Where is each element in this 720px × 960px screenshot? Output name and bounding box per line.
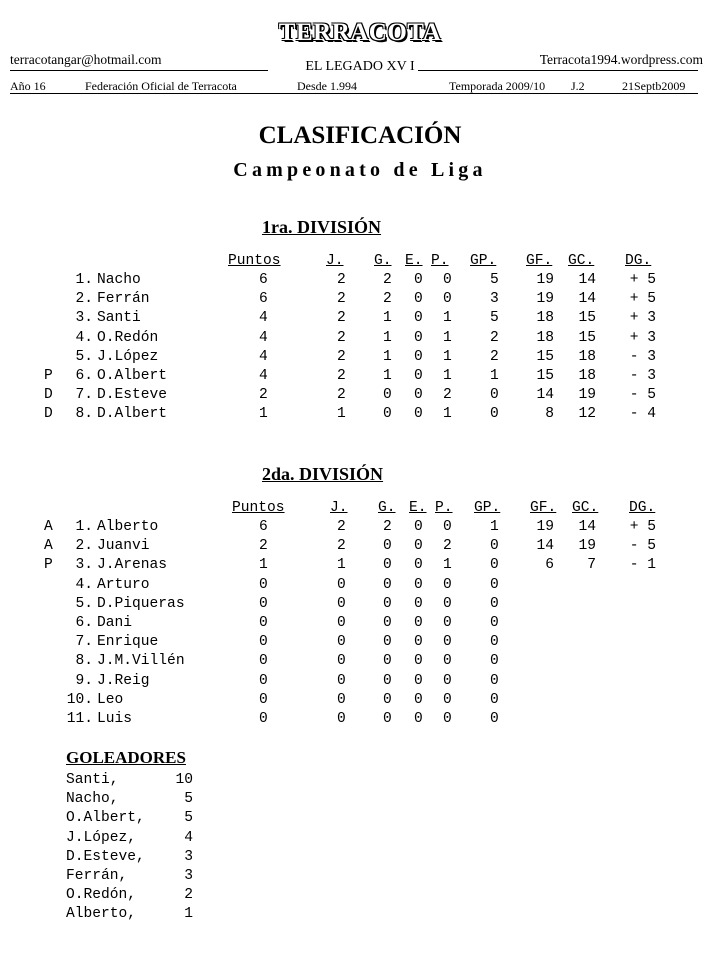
scorer-goals: 5: [184, 791, 193, 808]
position: 4.: [75, 329, 93, 346]
goal-difference: - 3: [629, 368, 656, 384]
scorer-name: D.Esteve,: [66, 848, 145, 865]
played: 1: [337, 557, 346, 574]
lost: 1: [443, 368, 452, 384]
division-1-row: [0, 368, 720, 387]
col-gp-header: GP.: [474, 500, 501, 516]
position: 5.: [75, 595, 93, 612]
scorer-row: [0, 830, 260, 849]
drawn: 0: [414, 672, 423, 689]
won: 0: [383, 615, 392, 631]
col-e-header: E.: [409, 500, 427, 516]
points: 6: [259, 272, 268, 288]
qualification-mark: D: [44, 406, 53, 423]
scorer-goals: 2: [184, 887, 193, 904]
played: 0: [337, 672, 346, 689]
scorer-name: J.López,: [66, 829, 137, 846]
won: 0: [383, 595, 392, 612]
lost: 0: [443, 272, 452, 288]
goals-for: 14: [536, 538, 554, 555]
position: 5.: [75, 348, 93, 365]
scorer-goals: 10: [175, 772, 193, 788]
drawn: 0: [414, 653, 423, 670]
position: 4.: [75, 576, 93, 593]
scorer-goals: 3: [184, 868, 193, 884]
scorer-row: [0, 810, 260, 829]
player-name: Luis: [97, 711, 133, 727]
points: 2: [259, 387, 268, 404]
division-2-row: [0, 538, 720, 557]
scorer-name: Alberto,: [66, 906, 137, 923]
points: 4: [259, 368, 268, 384]
division-1-row: [0, 349, 720, 368]
won: 0: [383, 711, 392, 727]
points: 4: [259, 310, 268, 327]
played: 2: [337, 519, 346, 535]
gp: 0: [490, 538, 499, 555]
goals-against: 14: [578, 272, 596, 288]
gp: 5: [490, 310, 499, 327]
goal-difference: - 3: [629, 348, 656, 365]
goals-for: 19: [536, 291, 554, 308]
scorer-row: [0, 906, 260, 925]
col-j-header: J.: [330, 500, 348, 516]
played: 0: [337, 595, 346, 612]
drawn: 0: [414, 634, 423, 651]
goals-against: 7: [587, 557, 596, 574]
won: 2: [383, 519, 392, 535]
gp: 2: [490, 329, 499, 346]
lost: 2: [443, 538, 452, 555]
goals-against: 18: [578, 348, 596, 365]
player-name: Dani: [97, 615, 133, 631]
drawn: 0: [414, 348, 423, 365]
tagline-text: EL LEGADO XV I: [302, 59, 417, 74]
goals-against: 15: [578, 310, 596, 327]
played: 2: [337, 329, 346, 346]
lost: 0: [443, 291, 452, 308]
played: 0: [337, 576, 346, 593]
col-dg-header: DG.: [629, 500, 656, 516]
scorer-row: [0, 772, 260, 791]
goal-difference: - 4: [629, 406, 656, 423]
goals-against: 19: [578, 538, 596, 555]
division-1-row: [0, 406, 720, 425]
col-puntos-header: Puntos: [232, 500, 285, 516]
goals-for: 18: [536, 310, 554, 327]
col-e-header: E.: [405, 253, 423, 269]
player-name: D.Albert: [97, 406, 168, 423]
played: 2: [337, 291, 346, 308]
player-name: Arturo: [97, 576, 150, 593]
goals-for: 19: [536, 519, 554, 535]
position: 10.: [66, 691, 93, 708]
drawn: 0: [414, 711, 423, 727]
division-1-title: 1ra. DIVISIÓN: [262, 217, 382, 237]
played: 1: [337, 406, 346, 423]
player-name: Ferrán: [97, 291, 150, 308]
position: 6.: [75, 368, 93, 384]
player-name: J.Reig: [97, 672, 150, 689]
played: 2: [337, 368, 346, 384]
won: 0: [383, 691, 392, 708]
player-name: Alberto: [97, 519, 159, 535]
scorer-goals: 3: [184, 848, 193, 865]
info-date: 21Septb2009: [622, 79, 686, 93]
player-name: O.Albert: [97, 368, 168, 384]
won: 1: [383, 310, 392, 327]
points: 0: [259, 691, 268, 708]
col-gf-header: GF.: [530, 500, 557, 516]
scorer-goals: 1: [184, 906, 193, 923]
player-name: J.Arenas: [97, 557, 168, 574]
player-name: D.Piqueras: [97, 595, 185, 612]
gp: 0: [490, 557, 499, 574]
goals-against: 14: [578, 519, 596, 535]
position: 2.: [75, 538, 93, 555]
points: 1: [259, 557, 268, 574]
info-round: J.2: [571, 79, 585, 93]
played: 0: [337, 711, 346, 727]
position: 7.: [75, 387, 93, 404]
won: 0: [383, 387, 392, 404]
played: 2: [337, 387, 346, 404]
goals-for: 15: [536, 348, 554, 365]
scorers-title: GOLEADORES: [66, 748, 186, 767]
division-2-row: [0, 577, 720, 596]
goal-difference: + 5: [629, 272, 656, 288]
goal-difference: - 1: [629, 557, 656, 574]
lost: 0: [443, 615, 452, 631]
drawn: 0: [414, 310, 423, 327]
gp: 0: [490, 634, 499, 651]
col-p-header: P.: [435, 500, 453, 516]
scorer-name: Ferrán,: [66, 868, 128, 884]
division-1-row: [0, 272, 720, 291]
lost: 0: [443, 711, 452, 727]
scorer-row: [0, 887, 260, 906]
position: 11.: [66, 711, 93, 727]
won: 1: [383, 368, 392, 384]
position: 8.: [75, 406, 93, 423]
drawn: 0: [414, 557, 423, 574]
col-gp-header: GP.: [470, 253, 497, 269]
scorer-name: Santi,: [66, 772, 119, 788]
points: 0: [259, 615, 268, 631]
goals-for: 19: [536, 272, 554, 288]
lost: 0: [443, 595, 452, 612]
tagline: [0, 59, 720, 75]
player-name: J.López: [97, 348, 159, 365]
division-2-row: [0, 673, 720, 692]
points: 1: [259, 406, 268, 423]
division-1-row: [0, 387, 720, 406]
drawn: 0: [414, 595, 423, 612]
division-1-header-row: [0, 253, 720, 272]
division-2-title: 2da. DIVISIÓN: [262, 464, 384, 484]
info-federation: Federación Oficial de Terracota: [85, 79, 237, 93]
division-2-row: [0, 711, 720, 730]
gp: 0: [490, 653, 499, 670]
goals-against: 12: [578, 406, 596, 423]
won: 0: [383, 538, 392, 555]
page-subtitle: Campeonato de Liga: [233, 159, 487, 181]
division-2-header-row: [0, 500, 720, 519]
points: 4: [259, 348, 268, 365]
goals-against: 15: [578, 329, 596, 346]
division-2-row: [0, 519, 720, 538]
won: 0: [383, 557, 392, 574]
won: 0: [383, 576, 392, 593]
qualification-mark: P: [44, 557, 53, 574]
gp: 1: [490, 519, 499, 535]
points: 0: [259, 711, 268, 727]
gp: 2: [490, 348, 499, 365]
goal-difference: + 5: [629, 519, 656, 535]
division-2-row: [0, 692, 720, 711]
points: 0: [259, 672, 268, 689]
played: 2: [337, 348, 346, 365]
division-2-row: [0, 653, 720, 672]
played: 2: [337, 310, 346, 327]
col-p-header: P.: [431, 253, 449, 269]
col-dg-header: DG.: [625, 253, 652, 269]
qualification-mark: D: [44, 387, 53, 404]
lost: 0: [443, 519, 452, 535]
col-g-header: G.: [374, 253, 392, 269]
col-gf-header: GF.: [526, 253, 553, 269]
played: 0: [337, 653, 346, 670]
won: 0: [383, 634, 392, 651]
scorer-goals: 5: [184, 810, 193, 827]
gp: 0: [490, 595, 499, 612]
blog-link[interactable]: Terracota1994.wordpress.com: [539, 52, 703, 67]
player-name: O.Redón: [97, 329, 159, 346]
player-name: J.M.Villén: [97, 653, 185, 670]
points: 0: [259, 576, 268, 593]
header-rule-lower: [10, 93, 698, 94]
qualification-mark: A: [44, 538, 53, 555]
gp: 0: [490, 576, 499, 593]
played: 0: [337, 691, 346, 708]
points: 4: [259, 329, 268, 346]
drawn: 0: [414, 272, 423, 288]
lost: 0: [443, 634, 452, 651]
position: 8.: [75, 653, 93, 670]
goal-difference: - 5: [629, 387, 656, 404]
col-j-header: J.: [326, 253, 344, 269]
won: 0: [383, 672, 392, 689]
position: 6.: [75, 615, 93, 631]
drawn: 0: [414, 387, 423, 404]
col-puntos-header: Puntos: [228, 253, 281, 269]
lost: 0: [443, 653, 452, 670]
played: 0: [337, 634, 346, 651]
lost: 1: [443, 406, 452, 423]
position: 3.: [75, 310, 93, 327]
division-1-row: [0, 330, 720, 349]
qualification-mark: P: [44, 368, 53, 384]
col-g-header: G.: [378, 500, 396, 516]
position: 3.: [75, 557, 93, 574]
lost: 0: [443, 576, 452, 593]
division-2-row: [0, 634, 720, 653]
points: 6: [259, 519, 268, 535]
position: 9.: [75, 672, 93, 689]
gp: 0: [490, 406, 499, 423]
info-since: Desde 1.994: [297, 79, 357, 93]
scorer-row: [0, 849, 260, 868]
player-name: Juanvi: [97, 538, 150, 555]
info-season: Temporada 2009/10: [449, 79, 546, 93]
position: 2.: [75, 291, 93, 308]
scorer-row: [0, 791, 260, 810]
gp: 0: [490, 615, 499, 631]
goals-for: 18: [536, 329, 554, 346]
won: 1: [383, 348, 392, 365]
brand-title: TERRACOTA: [278, 19, 442, 46]
info-year: Año 16: [10, 79, 46, 93]
goal-difference: + 3: [629, 310, 656, 327]
division-1-row: [0, 291, 720, 310]
goals-against: 14: [578, 291, 596, 308]
drawn: 0: [414, 291, 423, 308]
lost: 1: [443, 310, 452, 327]
lost: 1: [443, 329, 452, 346]
position: 1.: [75, 519, 93, 535]
goals-for: 6: [545, 557, 554, 574]
drawn: 0: [414, 368, 423, 384]
scorer-name: Nacho,: [66, 791, 119, 808]
scorer-name: O.Redón,: [66, 887, 137, 904]
player-name: Santi: [97, 310, 141, 327]
position: 7.: [75, 634, 93, 651]
gp: 0: [490, 691, 499, 708]
division-2-row: [0, 615, 720, 634]
scorer-goals: 4: [184, 829, 193, 846]
drawn: 0: [414, 406, 423, 423]
won: 1: [383, 329, 392, 346]
goals-against: 18: [578, 368, 596, 384]
drawn: 0: [414, 329, 423, 346]
gp: 3: [490, 291, 499, 308]
drawn: 0: [414, 576, 423, 593]
points: 0: [259, 634, 268, 651]
lost: 0: [443, 672, 452, 689]
played: 2: [337, 538, 346, 555]
goals-for: 14: [536, 387, 554, 404]
played: 2: [337, 272, 346, 288]
drawn: 0: [414, 519, 423, 535]
goals-against: 19: [578, 387, 596, 404]
gp: 1: [490, 368, 499, 384]
points: 0: [259, 595, 268, 612]
lost: 0: [443, 691, 452, 708]
points: 2: [259, 538, 268, 555]
scorer-row: [0, 868, 260, 887]
won: 2: [383, 291, 392, 308]
player-name: Leo: [97, 691, 124, 708]
qualification-mark: A: [44, 519, 53, 535]
division-2-row: [0, 596, 720, 615]
lost: 2: [443, 387, 452, 404]
points: 6: [259, 291, 268, 308]
col-gc-header: GC.: [568, 253, 595, 269]
goal-difference: - 5: [629, 538, 656, 555]
player-name: Enrique: [97, 634, 159, 651]
lost: 1: [443, 348, 452, 365]
gp: 0: [490, 387, 499, 404]
player-name: Nacho: [97, 272, 141, 288]
division-2-row: [0, 557, 720, 576]
email-link[interactable]: terracotangar@hotmail.com: [10, 52, 162, 67]
position: 1.: [75, 272, 93, 288]
division-1-row: [0, 310, 720, 329]
scorer-name: O.Albert,: [66, 810, 145, 827]
goals-for: 8: [545, 406, 554, 423]
col-gc-header: GC.: [572, 500, 599, 516]
gp: 5: [490, 272, 499, 288]
lost: 1: [443, 557, 452, 574]
gp: 0: [490, 672, 499, 689]
played: 0: [337, 615, 346, 631]
goal-difference: + 3: [629, 329, 656, 346]
gp: 0: [490, 711, 499, 727]
goals-for: 15: [536, 368, 554, 384]
goal-difference: + 5: [629, 291, 656, 308]
drawn: 0: [414, 691, 423, 708]
player-name: D.Esteve: [97, 387, 168, 404]
page-title: CLASIFICACIÓN: [258, 122, 462, 149]
drawn: 0: [414, 615, 423, 631]
won: 0: [383, 406, 392, 423]
points: 0: [259, 653, 268, 670]
drawn: 0: [414, 538, 423, 555]
won: 0: [383, 653, 392, 670]
won: 2: [383, 272, 392, 288]
